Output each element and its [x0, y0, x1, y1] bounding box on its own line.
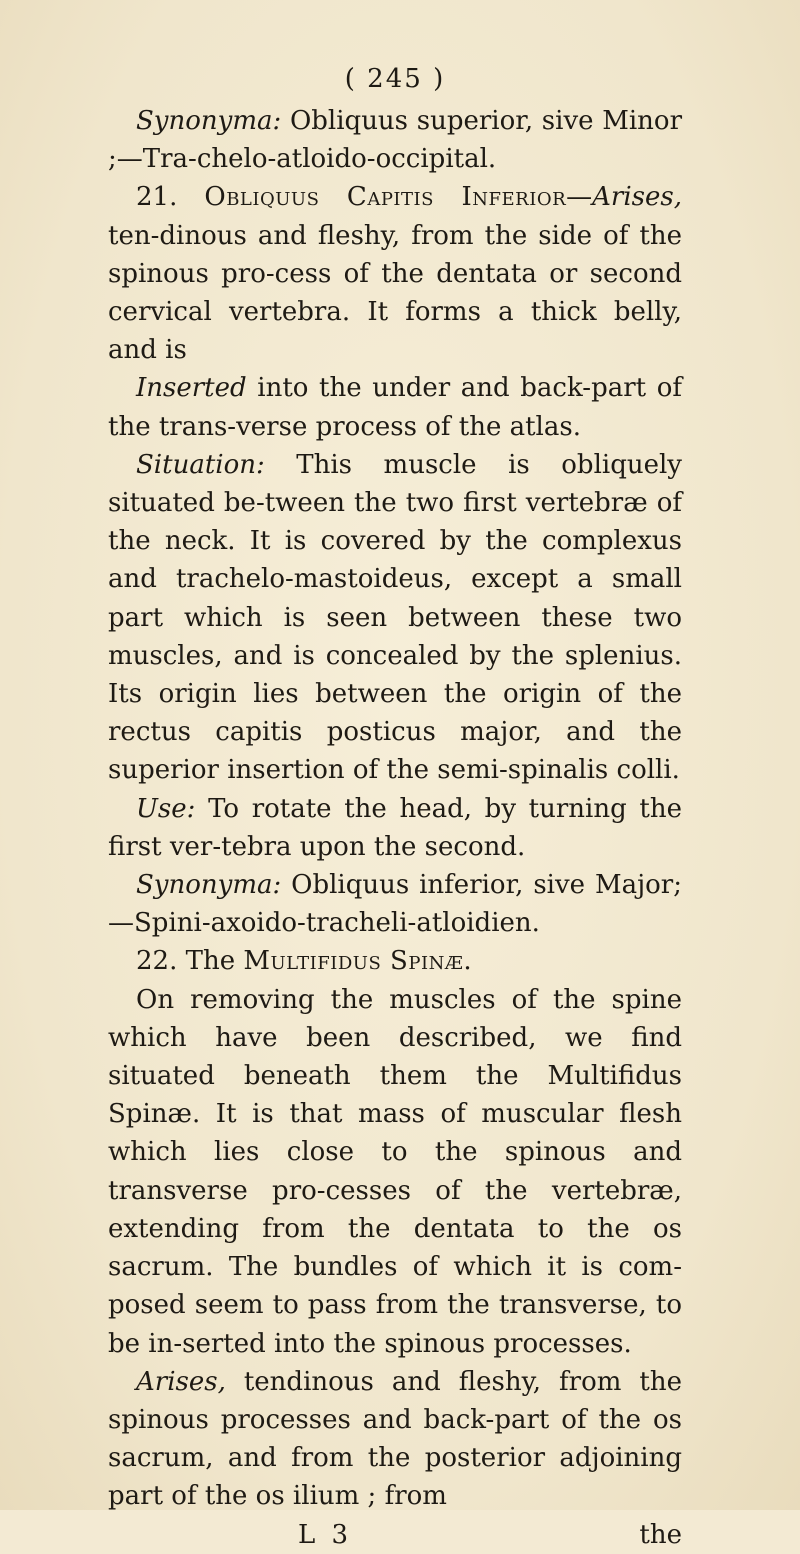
- italic-term: Arises,: [136, 1366, 226, 1397]
- italic-term: Inserted: [136, 373, 247, 404]
- italic-term: Situation:: [136, 449, 265, 480]
- paragraph-text: tendinous and fleshy, from the spinous processes and back-part of the os sacrum, and from the posterior adjoining part of the os ilium ; from: [108, 1366, 682, 1512]
- paragraph-text: 22. The: [136, 946, 244, 977]
- paragraph-text: On removing the muscles of the spine which have been described, we find situated beneath them the Multifidus Spinæ. It is that mass of muscular flesh which lies close to the spinous and transverse pro-cesses of the vertebræ, extending from the dentata to the os sacrum. The bundles of which it is com-posed seem to pass from the transverse, to be in-serted into the spinous processes.: [108, 984, 682, 1359]
- paragraph-text: ten-dinous and fleshy, from the side of the spinous pro-cess of the dentata or second cervical vertebra. It forms a thick belly, and is: [108, 220, 682, 366]
- muscle-heading: Obliquus Capitis Inferior: [204, 182, 567, 213]
- paragraph-text: Obliquus superior, sive Minor ;—Tra-chelo-atloido-occipital.: [108, 106, 682, 175]
- paragraph: [108, 1363, 682, 1516]
- paragraph-text: Obliquus inferior, sive Major;—Spini-axoido-tracheli-atloidien.: [108, 870, 682, 939]
- paragraph-text: into the under and back-part of the trans-verse process of the atlas.: [108, 373, 682, 442]
- text-column: [108, 0, 682, 1554]
- muscle-heading: Multifidus Spinæ.: [243, 946, 473, 977]
- paragraph: [108, 369, 682, 445]
- paragraph-text: —: [566, 182, 593, 213]
- paragraph: [108, 981, 682, 1363]
- page-number: ( 245 ): [344, 64, 446, 94]
- paragraph: [108, 790, 682, 866]
- paragraph: [108, 446, 682, 790]
- paragraph-text: This muscle is obliquely situated be-tween the two first vertebræ of the neck. It is covered by the complexus and trachelo-mastoideus, except a small part which is seen between these two muscles, and is concealed by the splenius. Its origin lies between the origin of the rectus capitis posticus major, and the superior insertion of the semi-spinalis colli.: [108, 449, 682, 786]
- paragraph: [108, 102, 682, 178]
- italic-term: Synonyma:: [136, 106, 282, 136]
- signature-mark: L 3: [298, 1519, 353, 1550]
- paragraph-text: To rotate the head, by turning the first ver-tebra upon the second.: [108, 793, 682, 862]
- catchword: the: [639, 1519, 682, 1550]
- page-footer: [108, 1516, 682, 1554]
- paragraph: [108, 178, 682, 369]
- italic-term: Use:: [136, 793, 196, 824]
- paragraph-text: 21.: [136, 182, 205, 213]
- italic-term: Synonyma:: [136, 870, 282, 901]
- paragraph: [108, 942, 682, 980]
- italic-term: Arises,: [592, 182, 682, 213]
- paragraph: [108, 866, 682, 942]
- body-text: [108, 102, 682, 1516]
